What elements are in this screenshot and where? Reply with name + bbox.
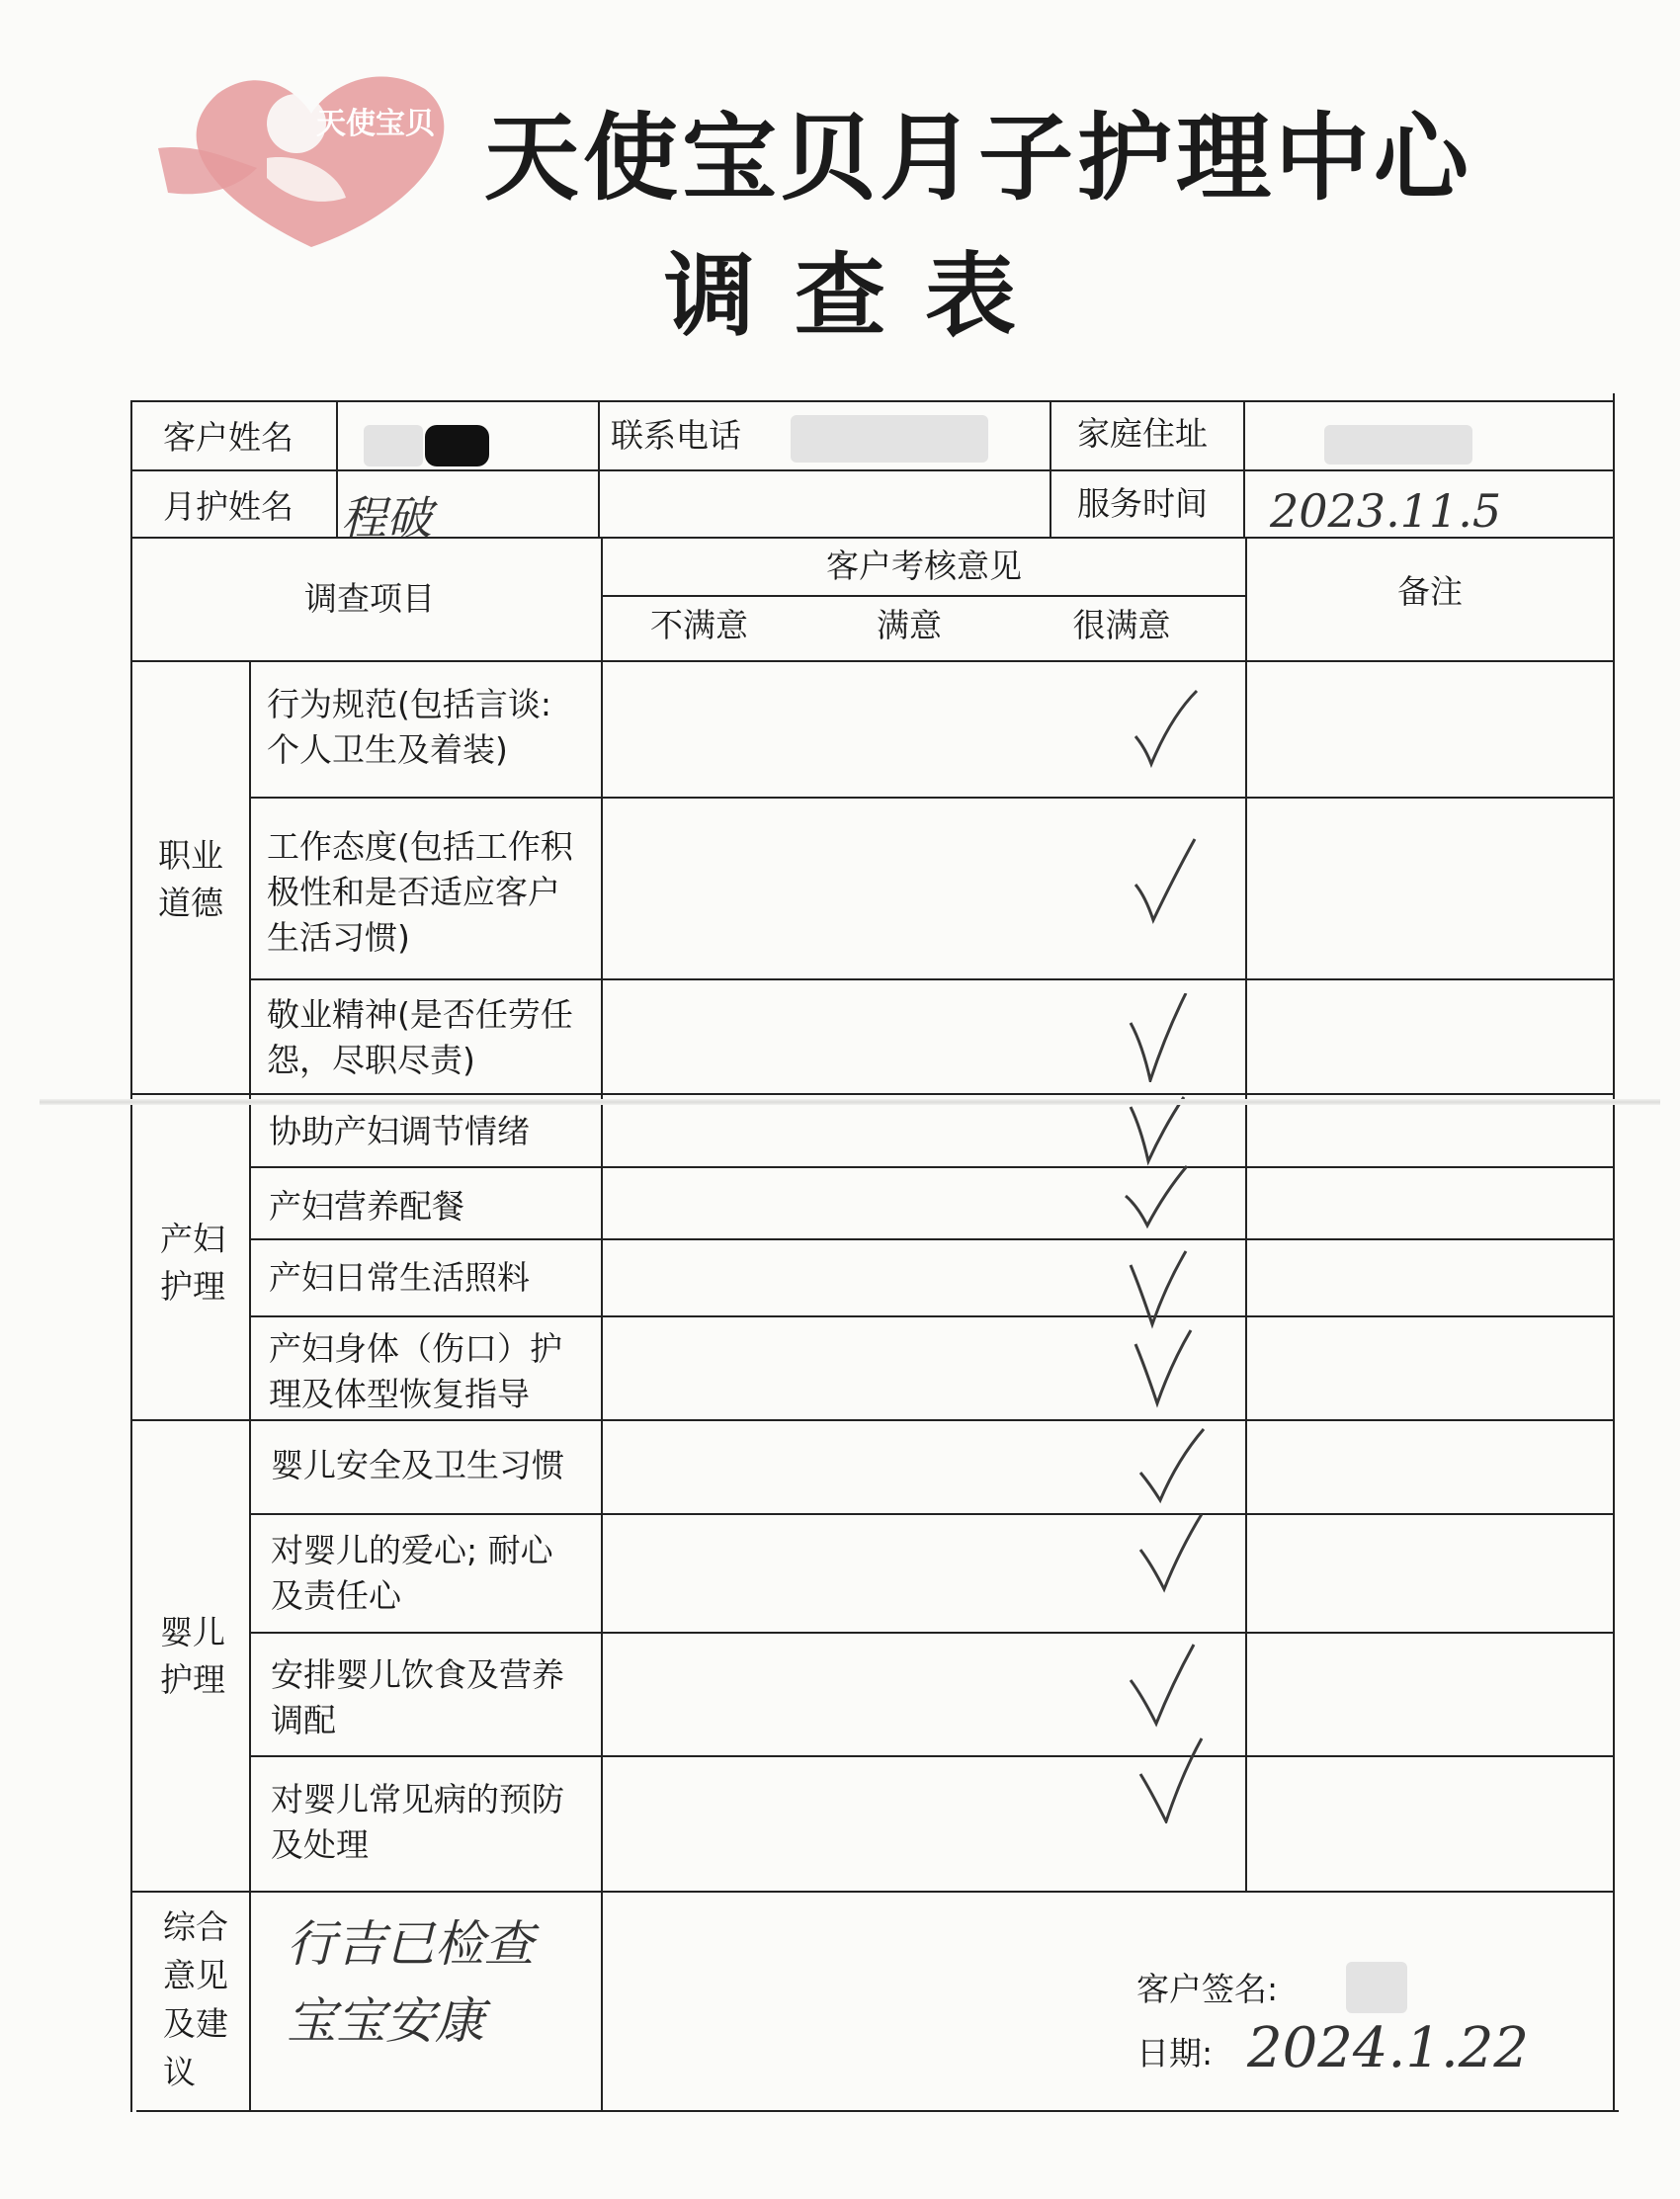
col-divider bbox=[1050, 400, 1051, 537]
remarks-header: 备注 bbox=[1397, 572, 1463, 611]
row-separator bbox=[249, 1238, 1613, 1240]
row-separator bbox=[249, 797, 1613, 799]
nurse-name-value: 程破 bbox=[341, 491, 432, 545]
redacted-phone bbox=[791, 415, 988, 463]
service-time-value: 2023.11.5 bbox=[1270, 484, 1502, 538]
col-divider-remarks bbox=[1245, 537, 1247, 1891]
row-separator bbox=[249, 1166, 1613, 1168]
check-mark-icon bbox=[1136, 1510, 1206, 1599]
check-mark-icon bbox=[1122, 1156, 1191, 1245]
redacted-customer-name-blur bbox=[364, 425, 423, 466]
row-separator bbox=[249, 1755, 1613, 1757]
check-mark-icon bbox=[1132, 835, 1201, 924]
page-subtitle: 调查表 bbox=[663, 243, 1055, 349]
col-divider bbox=[598, 400, 600, 537]
survey-item: 产妇身体（伤口）护 理及体型恢复指导 bbox=[269, 1329, 562, 1413]
survey-item: 安排婴儿饮食及营养 调配 bbox=[271, 1655, 564, 1739]
row-separator bbox=[249, 1632, 1613, 1634]
service-time-label: 服务时间 bbox=[1077, 484, 1208, 523]
address-label: 家庭住址 bbox=[1077, 414, 1208, 453]
paper-fold-crease bbox=[40, 1099, 1660, 1105]
col-divider-items bbox=[601, 537, 603, 2112]
table-border-bottom bbox=[136, 2110, 1619, 2112]
check-mark-icon bbox=[1132, 1324, 1201, 1413]
row-separator bbox=[249, 978, 1613, 980]
survey-item: 产妇营养配餐 bbox=[269, 1187, 464, 1226]
survey-item: 敬业精神(是否任劳任 怨，尽职尽责) bbox=[267, 995, 573, 1079]
row-divider bbox=[130, 469, 1613, 471]
opinion-header: 客户考核意见 bbox=[826, 547, 1022, 585]
group-separator bbox=[130, 1419, 1613, 1421]
survey-item: 产妇日常生活照料 bbox=[269, 1258, 530, 1297]
date-label: 日期: bbox=[1136, 2034, 1214, 2072]
check-mark-icon bbox=[1127, 1245, 1196, 1334]
customer-name-label: 客户姓名 bbox=[163, 418, 294, 457]
nurse-name-label: 月护姓名 bbox=[163, 487, 294, 526]
check-mark-icon bbox=[1132, 687, 1201, 776]
table-border-left bbox=[130, 400, 132, 2112]
check-mark-icon bbox=[1136, 1734, 1206, 1823]
table-border-right bbox=[1613, 393, 1615, 2112]
survey-item: 婴儿安全及卫生习惯 bbox=[271, 1446, 564, 1484]
survey-item-header: 调查项目 bbox=[304, 579, 435, 618]
group-label-professional-ethics: 职业道德 bbox=[158, 836, 223, 922]
survey-item: 协助产妇调节情绪 bbox=[269, 1112, 530, 1150]
phone-label: 联系电话 bbox=[611, 416, 741, 455]
check-mark-icon bbox=[1136, 1423, 1206, 1512]
page-title: 天使宝贝月子护理中心 bbox=[484, 103, 1472, 213]
group-separator bbox=[130, 1093, 1613, 1095]
col-divider bbox=[336, 400, 338, 537]
check-mark-icon bbox=[1127, 1641, 1196, 1730]
logo-text: 天使宝贝 bbox=[316, 107, 435, 141]
handwritten-comments: 行吉已检查 宝宝安康 bbox=[287, 1915, 534, 2050]
survey-item: 工作态度(包括工作积 极性和是否适应客户 生活习惯) bbox=[267, 827, 573, 957]
col-divider bbox=[1243, 400, 1245, 537]
redacted-address bbox=[1324, 425, 1472, 465]
row-separator bbox=[249, 1315, 1613, 1317]
survey-item: 对婴儿的爱心; 耐心 及责任心 bbox=[271, 1531, 553, 1615]
very-satisfied-header: 很满意 bbox=[1072, 606, 1171, 644]
satisfied-header: 满意 bbox=[877, 606, 942, 644]
row-separator bbox=[249, 1513, 1613, 1515]
group-label-mother-care: 产妇护理 bbox=[160, 1220, 225, 1306]
group-col-divider bbox=[249, 660, 251, 1891]
group-label-baby-care: 婴儿护理 bbox=[160, 1613, 225, 1699]
header-sub-divider bbox=[601, 595, 1245, 597]
redacted-customer-name bbox=[425, 425, 489, 466]
table-border-top bbox=[130, 400, 1613, 402]
group-separator bbox=[130, 1891, 1613, 1893]
survey-item: 对婴儿常见病的预防 及处理 bbox=[271, 1780, 564, 1864]
redacted-signature bbox=[1346, 1962, 1407, 2013]
header-divider bbox=[130, 660, 1613, 662]
comments-col-divider bbox=[249, 1891, 251, 2112]
date-value: 2024.1.22 bbox=[1247, 2016, 1530, 2080]
comments-label: 综合 意见 及建 议 bbox=[163, 1907, 228, 2091]
check-mark-icon bbox=[1127, 993, 1196, 1082]
signature-label: 客户签名: bbox=[1136, 1970, 1279, 2008]
survey-item: 行为规范(包括言谈: 个人卫生及着装) bbox=[267, 685, 551, 769]
dissatisfied-header: 不满意 bbox=[650, 606, 748, 644]
